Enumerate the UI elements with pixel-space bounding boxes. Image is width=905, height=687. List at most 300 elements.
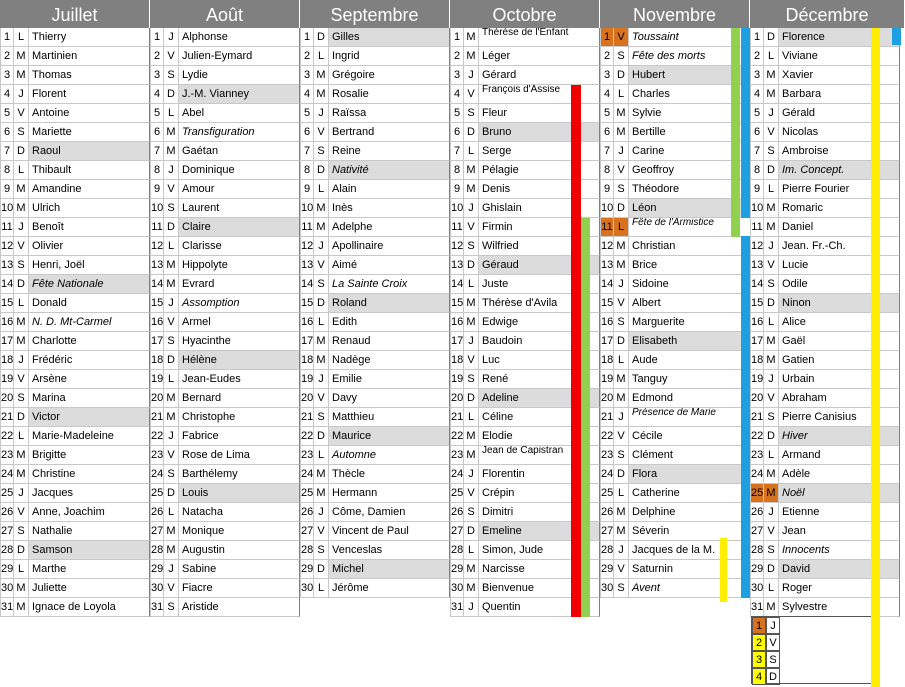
saint-name: Jean de Capistran — [479, 446, 600, 465]
day-row — [600, 28, 750, 47]
day-letter: M — [764, 66, 779, 85]
day-number: 13 — [0, 256, 14, 275]
day-number: 30 — [0, 579, 14, 598]
day-number: 22 — [300, 427, 314, 446]
day-number: 27 — [300, 522, 314, 541]
saint-name: Monique — [179, 522, 300, 541]
saint-name: Ingrid — [329, 47, 450, 66]
day-number: 31 — [750, 598, 764, 617]
day-letter: J — [614, 275, 629, 294]
day-letter: M — [314, 351, 329, 370]
day-letter: V — [464, 85, 479, 104]
saint-name: Nicolas — [779, 123, 900, 142]
day-row — [0, 579, 150, 598]
day-letter: M — [164, 275, 179, 294]
day-letter: M — [764, 484, 779, 503]
day-number: 7 — [150, 142, 164, 161]
saint-name: Albert — [629, 294, 750, 313]
day-letter: J — [464, 465, 479, 484]
day-number: 5 — [450, 104, 464, 123]
day-number: 30 — [150, 579, 164, 598]
day-letter: M — [764, 598, 779, 617]
day-letter: M — [614, 370, 629, 389]
day-letter: S — [164, 598, 179, 617]
saint-name: Hermann — [329, 484, 450, 503]
day-number: 4 — [450, 85, 464, 104]
day-row — [300, 484, 450, 503]
day-row — [600, 560, 750, 579]
day-number: 26 — [600, 503, 614, 522]
day-letter: M — [464, 579, 479, 598]
day-letter: M — [14, 579, 29, 598]
saint-name: Sylvie — [629, 104, 750, 123]
saint-name: Sylvestre — [779, 598, 900, 617]
day-number: 4 — [150, 85, 164, 104]
saint-name: René — [479, 370, 600, 389]
saint-name: Ulrich — [29, 199, 150, 218]
day-letter: M — [314, 484, 329, 503]
day-letter: S — [764, 541, 779, 560]
day-letter: D — [464, 256, 479, 275]
day-number: 19 — [0, 370, 14, 389]
saint-name: Quentin — [479, 598, 600, 617]
day-number: 2 — [300, 47, 314, 66]
day-letter: L — [614, 218, 629, 237]
day-letter: S — [164, 199, 179, 218]
saint-name: Wilfried — [479, 237, 600, 256]
saint-name: Cécile — [629, 427, 750, 446]
day-row — [150, 28, 300, 47]
day-number: 29 — [600, 560, 614, 579]
day-number: 7 — [300, 142, 314, 161]
day-row — [150, 199, 300, 218]
day-row — [300, 161, 450, 180]
saint-name: Brigitte — [29, 446, 150, 465]
saint-name: Fête de l'Armistice — [629, 218, 750, 237]
day-letter: D — [764, 28, 779, 47]
day-row — [150, 408, 300, 427]
day-number: 28 — [150, 541, 164, 560]
day-number: 1 — [150, 28, 164, 47]
saint-name: Luc — [479, 351, 600, 370]
day-row — [600, 389, 750, 408]
day-number: 27 — [600, 522, 614, 541]
saint-name: Nativité — [329, 161, 450, 180]
saint-name: Edith — [329, 313, 450, 332]
day-letter: J — [464, 332, 479, 351]
day-row — [600, 294, 750, 313]
day-row — [0, 123, 150, 142]
saint-name: Raïssa — [329, 104, 450, 123]
day-number: 3 — [300, 66, 314, 85]
day-number: 20 — [450, 389, 464, 408]
saint-name: Thérèse de l'Enfant — [479, 28, 600, 47]
saint-name: Amandine — [29, 180, 150, 199]
day-row — [150, 256, 300, 275]
saint-name: Martinien — [29, 47, 150, 66]
saint-name: Lydie — [179, 66, 300, 85]
day-row — [300, 541, 450, 560]
day-letter: J — [464, 66, 479, 85]
day-row — [150, 275, 300, 294]
day-row — [300, 427, 450, 446]
day-row — [600, 104, 750, 123]
day-number: 11 — [600, 218, 614, 237]
day-row — [0, 598, 150, 617]
day-number: 12 — [0, 237, 14, 256]
day-letter: J — [764, 370, 779, 389]
day-letter: M — [314, 85, 329, 104]
day-number: 5 — [150, 104, 164, 123]
saint-name: Ignace de Loyola — [29, 598, 150, 617]
day-row — [300, 579, 450, 598]
day-letter: S — [164, 332, 179, 351]
saint-name: Noël — [779, 484, 900, 503]
day-number: 12 — [600, 237, 614, 256]
day-letter: D — [314, 427, 329, 446]
day-row — [150, 503, 300, 522]
day-letter: M — [464, 180, 479, 199]
day-row — [150, 351, 300, 370]
day-letter: S — [614, 47, 629, 66]
saint-name: Juliette — [29, 579, 150, 598]
day-number: 25 — [750, 484, 764, 503]
saint-name: Rosalie — [329, 85, 450, 104]
day-number: 31 — [150, 598, 164, 617]
day-number: 16 — [150, 313, 164, 332]
saint-name: Fabrice — [179, 427, 300, 446]
saint-name: Hubert — [629, 66, 750, 85]
day-letter: M — [464, 294, 479, 313]
day-number: 5 — [750, 104, 764, 123]
saint-name: Armel — [179, 313, 300, 332]
day-row — [600, 370, 750, 389]
saint-name: David — [779, 560, 900, 579]
saint-name: Saturnin — [629, 560, 750, 579]
saint-name: Elodie — [479, 427, 600, 446]
day-number: 13 — [150, 256, 164, 275]
day-number: 17 — [750, 332, 764, 351]
saint-name: Victor — [29, 408, 150, 427]
day-row — [300, 28, 450, 47]
day-row — [0, 47, 150, 66]
saint-name: Augustin — [179, 541, 300, 560]
day-row — [0, 28, 150, 47]
day-number: 7 — [600, 142, 614, 161]
day-number: 7 — [750, 142, 764, 161]
day-number: 2 — [750, 47, 764, 66]
day-letter: M — [464, 47, 479, 66]
day-letter: L — [464, 541, 479, 560]
day-letter: M — [14, 313, 29, 332]
saint-name: Thomas — [29, 66, 150, 85]
saint-name: Jean. Fr.-Ch. — [779, 237, 900, 256]
day-number: 10 — [600, 199, 614, 218]
day-letter: V — [314, 123, 329, 142]
day-number: 11 — [300, 218, 314, 237]
saint-name: Florentin — [479, 465, 600, 484]
day-row — [0, 408, 150, 427]
day-row — [300, 104, 450, 123]
day-letter: S — [14, 522, 29, 541]
day-letter: D — [164, 218, 179, 237]
day-number: 15 — [450, 294, 464, 313]
yellow-bar-nov — [720, 538, 727, 602]
saint-name: Sidoine — [629, 275, 750, 294]
saint-name: Sabine — [179, 560, 300, 579]
day-number: 21 — [0, 408, 14, 427]
legend-number: 3 — [752, 651, 766, 668]
day-row — [450, 66, 600, 85]
day-number: 29 — [750, 560, 764, 579]
day-number: 11 — [750, 218, 764, 237]
day-row — [600, 47, 750, 66]
saint-name: Pierre Canisius — [779, 408, 900, 427]
saint-name: Christine — [29, 465, 150, 484]
day-number: 24 — [750, 465, 764, 484]
saint-name: Serge — [479, 142, 600, 161]
day-number: 12 — [300, 237, 314, 256]
day-row — [150, 237, 300, 256]
day-letter: M — [164, 256, 179, 275]
day-number: 27 — [750, 522, 764, 541]
day-letter: S — [464, 104, 479, 123]
saint-name: Anne, Joachim — [29, 503, 150, 522]
day-number: 18 — [750, 351, 764, 370]
day-letter: D — [614, 199, 629, 218]
day-letter: M — [614, 256, 629, 275]
saint-name: Mariette — [29, 123, 150, 142]
day-number: 27 — [0, 522, 14, 541]
day-letter: M — [764, 465, 779, 484]
day-letter: L — [464, 142, 479, 161]
day-number: 18 — [0, 351, 14, 370]
saint-name: Charlotte — [29, 332, 150, 351]
day-row — [300, 237, 450, 256]
saint-name: Alphonse — [179, 28, 300, 47]
day-row — [600, 85, 750, 104]
month-header: Août — [150, 0, 300, 28]
day-number: 30 — [450, 579, 464, 598]
saint-name: Hippolyte — [179, 256, 300, 275]
saint-name: Fête Nationale — [29, 275, 150, 294]
day-letter: D — [14, 541, 29, 560]
day-letter: M — [464, 161, 479, 180]
day-letter: V — [764, 256, 779, 275]
day-number: 14 — [750, 275, 764, 294]
day-letter: D — [614, 66, 629, 85]
day-letter: V — [164, 47, 179, 66]
day-letter: L — [614, 85, 629, 104]
day-number: 6 — [450, 123, 464, 142]
saint-name: Abraham — [779, 389, 900, 408]
saint-name: Maurice — [329, 427, 450, 446]
saint-name: Fleur — [479, 104, 600, 123]
legend — [751, 616, 873, 684]
day-number: 19 — [150, 370, 164, 389]
day-letter: L — [464, 408, 479, 427]
day-number: 15 — [300, 294, 314, 313]
day-row — [600, 313, 750, 332]
saint-name: Romaric — [779, 199, 900, 218]
day-row — [0, 446, 150, 465]
day-letter: S — [764, 142, 779, 161]
day-number: 25 — [600, 484, 614, 503]
day-letter: D — [764, 560, 779, 579]
day-row — [150, 218, 300, 237]
saint-name: Samson — [29, 541, 150, 560]
day-row — [0, 275, 150, 294]
day-letter: L — [164, 104, 179, 123]
day-letter: J — [14, 85, 29, 104]
saint-name: Gaétan — [179, 142, 300, 161]
day-letter: D — [614, 465, 629, 484]
saint-name: Baudoin — [479, 332, 600, 351]
day-number: 29 — [300, 560, 314, 579]
day-letter: J — [14, 218, 29, 237]
day-row — [0, 465, 150, 484]
day-number: 20 — [300, 389, 314, 408]
day-row — [600, 465, 750, 484]
day-row — [150, 47, 300, 66]
day-letter: J — [614, 408, 629, 427]
day-number: 20 — [750, 389, 764, 408]
saint-name: Urbain — [779, 370, 900, 389]
day-number: 8 — [150, 161, 164, 180]
saint-name: Florent — [29, 85, 150, 104]
day-letter: M — [164, 389, 179, 408]
saint-name: Donald — [29, 294, 150, 313]
day-letter: M — [464, 427, 479, 446]
day-number: 21 — [450, 408, 464, 427]
green-bar-oct — [581, 218, 590, 617]
day-letter: L — [14, 560, 29, 579]
saint-name: Christian — [629, 237, 750, 256]
saint-name: Narcisse — [479, 560, 600, 579]
saint-name: Barbara — [779, 85, 900, 104]
saint-name: Dimitri — [479, 503, 600, 522]
day-row — [0, 522, 150, 541]
saint-name: Im. Concept. — [779, 161, 900, 180]
day-row — [150, 446, 300, 465]
day-number: 2 — [0, 47, 14, 66]
day-letter: S — [164, 66, 179, 85]
saint-name: Odile — [779, 275, 900, 294]
day-number: 6 — [0, 123, 14, 142]
day-row — [600, 66, 750, 85]
day-row — [0, 313, 150, 332]
day-number: 17 — [300, 332, 314, 351]
day-row — [600, 161, 750, 180]
saint-name: Roger — [779, 579, 900, 598]
day-row — [300, 199, 450, 218]
saint-name: Claire — [179, 218, 300, 237]
day-row — [300, 446, 450, 465]
day-number: 17 — [600, 332, 614, 351]
day-number: 28 — [450, 541, 464, 560]
saint-name: Clarisse — [179, 237, 300, 256]
day-letter: M — [164, 522, 179, 541]
day-row — [150, 370, 300, 389]
day-row — [300, 142, 450, 161]
saint-name: Thibault — [29, 161, 150, 180]
day-letter: J — [164, 294, 179, 313]
saint-name: Gérard — [479, 66, 600, 85]
day-letter: J — [764, 104, 779, 123]
saint-name: Clément — [629, 446, 750, 465]
day-number: 19 — [300, 370, 314, 389]
day-number: 30 — [300, 579, 314, 598]
day-number: 5 — [600, 104, 614, 123]
day-number: 28 — [300, 541, 314, 560]
saint-name: Renaud — [329, 332, 450, 351]
day-row — [150, 313, 300, 332]
day-number: 6 — [300, 123, 314, 142]
saint-name: Evrard — [179, 275, 300, 294]
day-number: 24 — [300, 465, 314, 484]
saint-name: Jérôme — [329, 579, 450, 598]
day-number: 18 — [150, 351, 164, 370]
day-letter: J — [764, 237, 779, 256]
day-letter: V — [14, 370, 29, 389]
day-letter: V — [614, 161, 629, 180]
saint-name: Séverin — [629, 522, 750, 541]
day-row — [150, 294, 300, 313]
saint-name: Hiver — [779, 427, 900, 446]
day-letter: J — [614, 142, 629, 161]
day-number: 10 — [450, 199, 464, 218]
day-number: 16 — [450, 313, 464, 332]
day-letter: V — [614, 28, 629, 47]
day-letter: S — [314, 408, 329, 427]
day-number: 4 — [0, 85, 14, 104]
month-header: Novembre — [600, 0, 750, 28]
day-letter: D — [464, 123, 479, 142]
day-number: 8 — [750, 161, 764, 180]
saint-name: Olivier — [29, 237, 150, 256]
day-letter: J — [464, 199, 479, 218]
saint-name: Louis — [179, 484, 300, 503]
saint-name: Brice — [629, 256, 750, 275]
saint-name: Christophe — [179, 408, 300, 427]
day-letter: J — [164, 427, 179, 446]
saint-name: Julien-Eymard — [179, 47, 300, 66]
saint-name: Antoine — [29, 104, 150, 123]
day-letter: L — [14, 294, 29, 313]
day-letter: M — [14, 598, 29, 617]
day-letter: L — [164, 503, 179, 522]
saint-name: Geoffroy — [629, 161, 750, 180]
day-number: 5 — [0, 104, 14, 123]
green-bar-nov — [731, 28, 740, 237]
saint-name: Gérald — [779, 104, 900, 123]
saint-name: Emilie — [329, 370, 450, 389]
saint-name: Edmond — [629, 389, 750, 408]
day-row — [600, 427, 750, 446]
day-letter: D — [164, 484, 179, 503]
saint-name: Adèle — [779, 465, 900, 484]
saint-name: Abel — [179, 104, 300, 123]
day-number: 30 — [750, 579, 764, 598]
day-row — [600, 142, 750, 161]
day-number: 3 — [0, 66, 14, 85]
saint-name: Fiacre — [179, 579, 300, 598]
day-number: 2 — [450, 47, 464, 66]
day-letter: L — [14, 161, 29, 180]
day-letter: M — [614, 237, 629, 256]
day-number: 18 — [600, 351, 614, 370]
day-letter: M — [314, 218, 329, 237]
